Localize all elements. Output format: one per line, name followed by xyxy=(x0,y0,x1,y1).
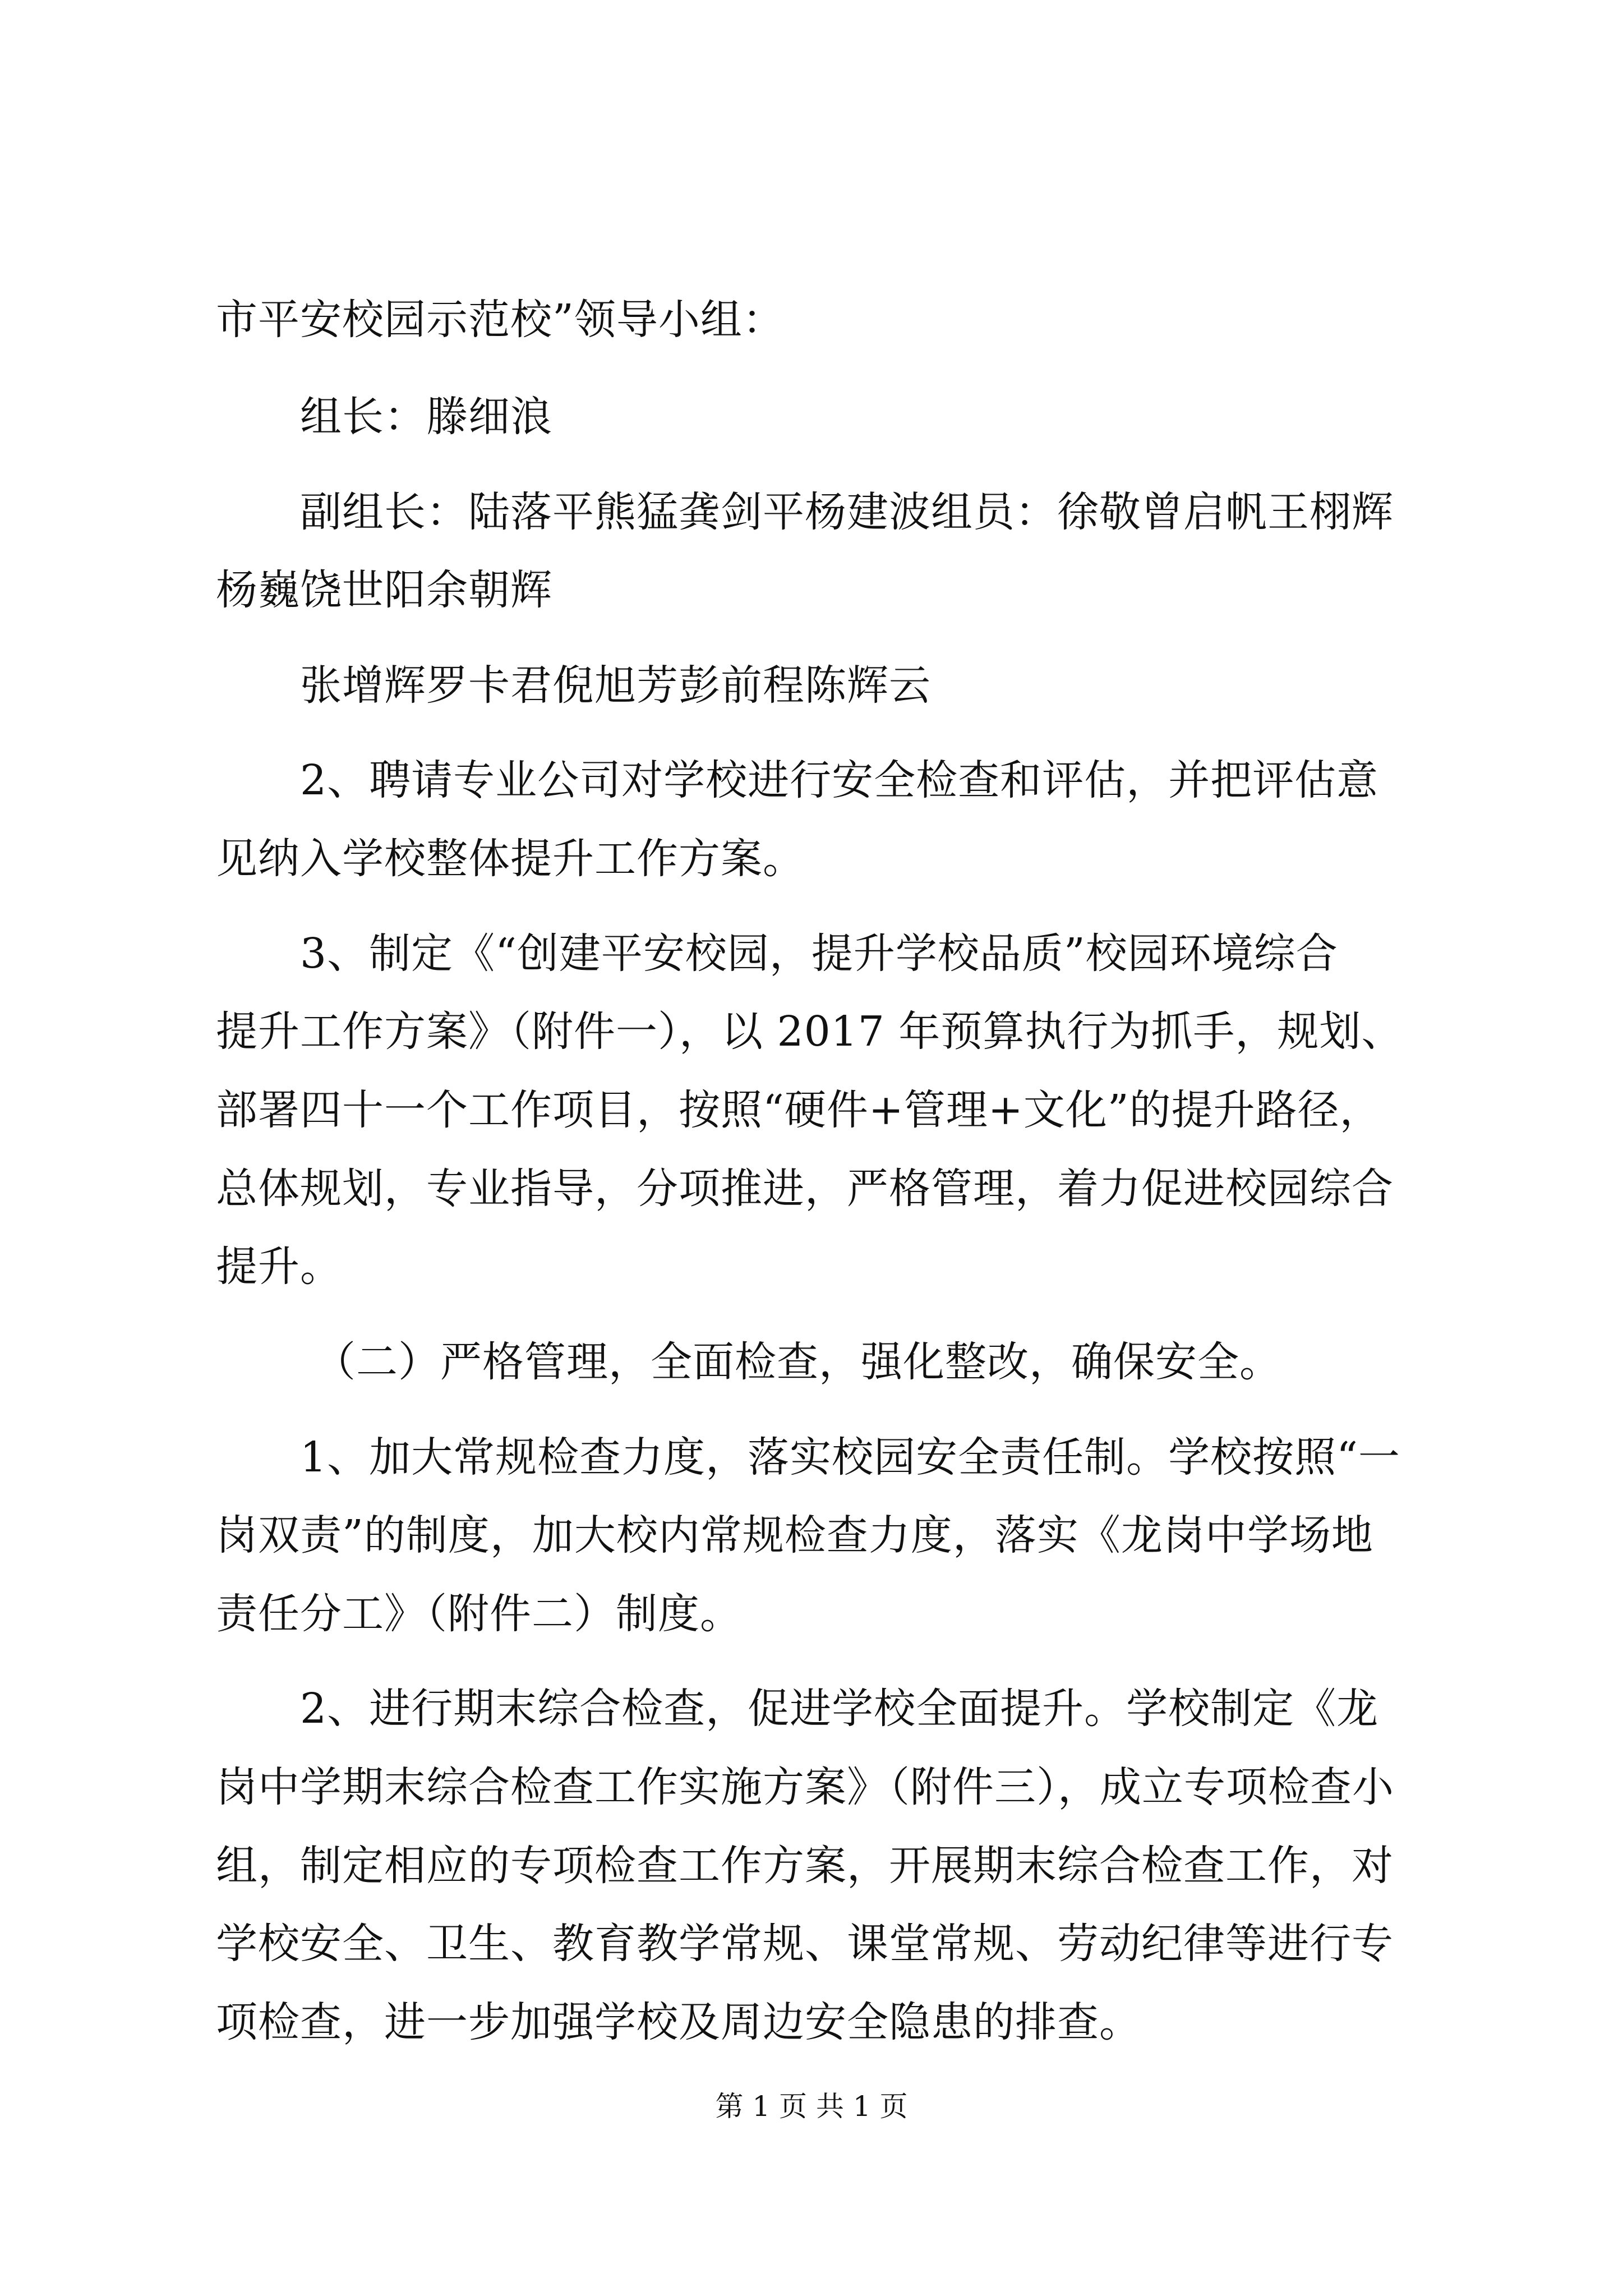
text-line: 提升。 xyxy=(216,1243,342,1291)
text-line: 副组长：陆落平熊猛龚剑平杨建波组员：徐敬曾启帆王栩辉 xyxy=(300,488,1394,536)
text-line: 1、加大常规检查力度，落实校园安全责任制。学校按照“一 xyxy=(300,1433,1400,1481)
page-footer: 第 1 页 共 1 页 xyxy=(715,2090,908,2123)
text-line: 项检查，进一步加强学校及周边安全隐患的排查。 xyxy=(216,1998,1141,2046)
text-line: 3、制定《“创建平安校园，提升学校品质”校园环境综合 xyxy=(300,930,1338,978)
text-line: 总体规划，专业指导，分项推进，严格管理，着力促进校园综合 xyxy=(216,1165,1394,1213)
text-line: 组长：滕细浪 xyxy=(300,393,552,441)
text-line: 见纳入学校整体提升工作方案。 xyxy=(216,835,805,883)
text-line: 杨巍饶世阳余朝辉 xyxy=(216,566,552,614)
text-line: 岗中学期末综合检查工作实施方案》（附件三），成立专项检查小 xyxy=(216,1763,1394,1811)
text-line: 2、聘请专业公司对学校进行安全检查和评估，并把评估意 xyxy=(300,756,1379,804)
text-line: 学校安全、卫生、教育教学常规、课堂常规、劳动纪律等进行专 xyxy=(216,1920,1394,1968)
text-line: 部署四十一个工作项目，按照“硬件+管理+文化”的提升路径， xyxy=(216,1086,1382,1134)
text-line: 2、进行期末综合检查，促进学校全面提升。学校制定《龙 xyxy=(300,1685,1379,1733)
section-heading: （二）严格管理，全面检查，强化整改，确保安全。 xyxy=(314,1338,1281,1386)
text-line: 市平安校园示范校”领导小组： xyxy=(216,296,785,344)
text-line: 责任分工》（附件二）制度。 xyxy=(216,1590,742,1638)
text-line: 岗双责”的制度，加大校内常规检查力度，落实《龙岗中学场地 xyxy=(216,1511,1373,1559)
text-line: 张增辉罗卡君倪旭芳彭前程陈辉云 xyxy=(300,661,931,710)
text-line: 提升工作方案》（附件一），以 2017 年预算执行为抓手，规划、 xyxy=(216,1007,1404,1056)
text-line: 组，制定相应的专项检查工作方案，开展期末综合检查工作，对 xyxy=(216,1842,1394,1890)
